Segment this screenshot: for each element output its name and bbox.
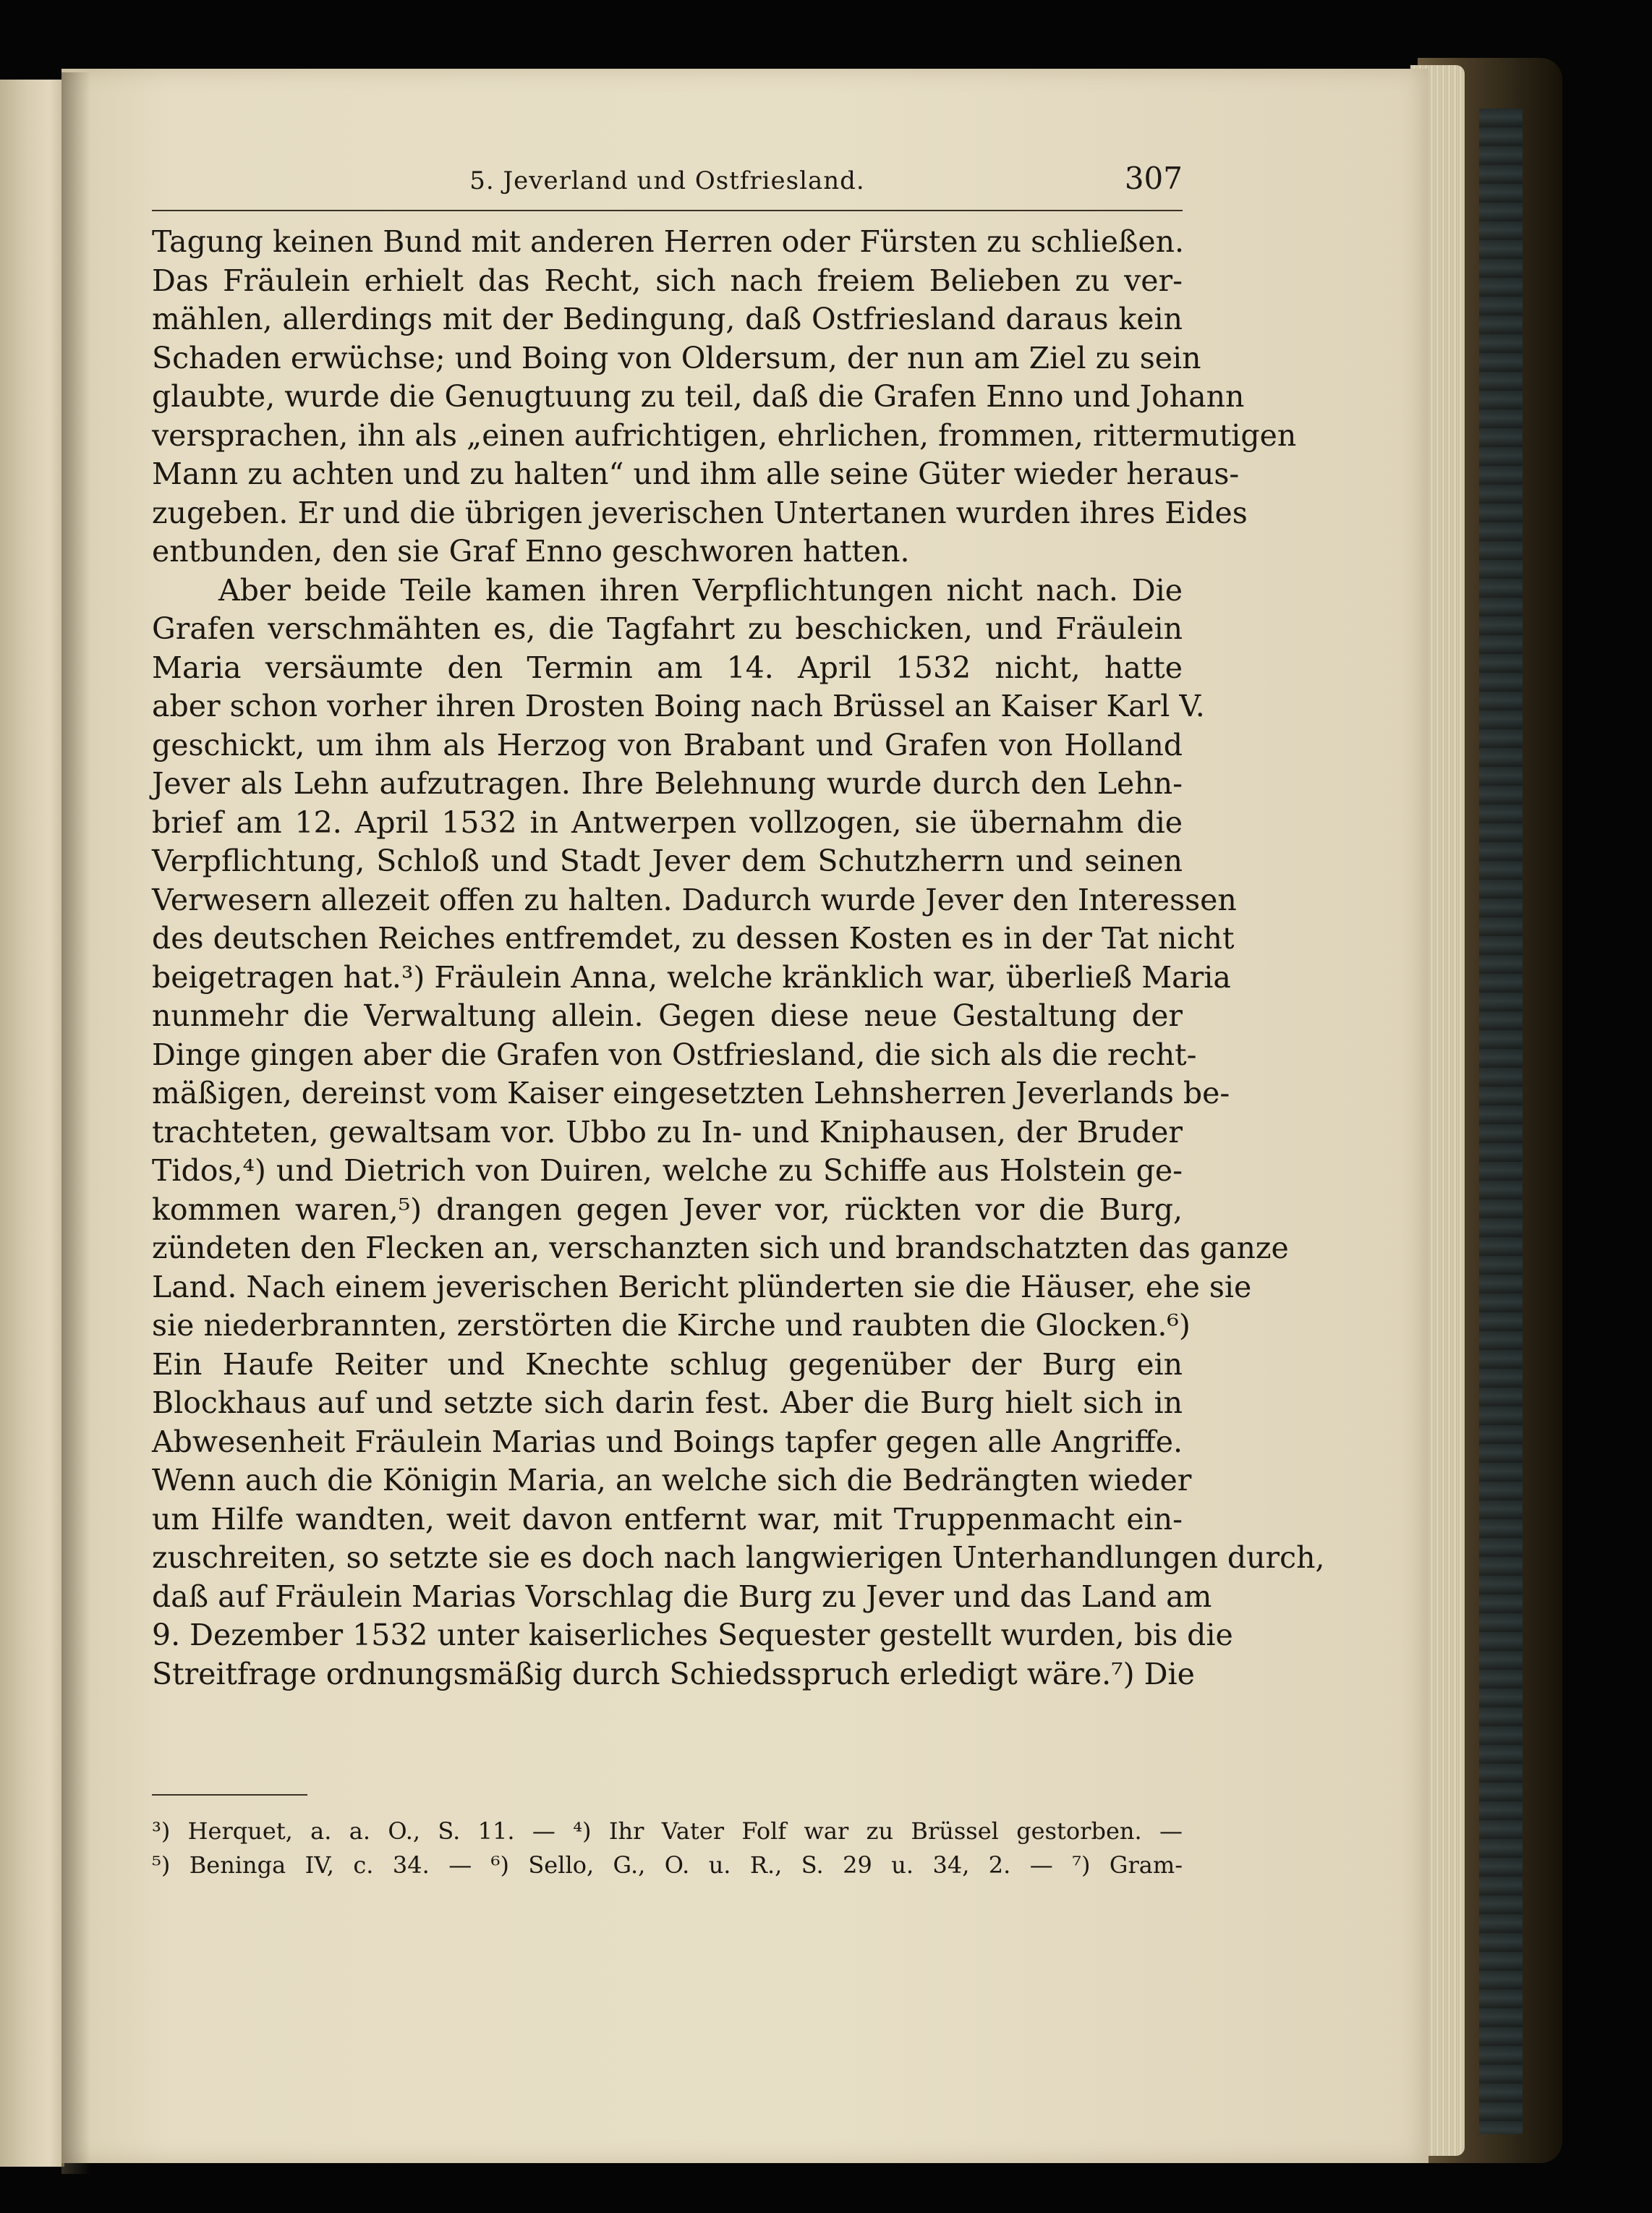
spine-binding-edge bbox=[1479, 109, 1523, 2134]
text-line: Blockhaus auf und setzte sich darin fest. Aber die Burg hielt sich in bbox=[152, 1385, 1183, 1420]
text-line: Wenn auch die Königin Maria, an welche sich die Bedrängten wieder bbox=[152, 1463, 1192, 1498]
text-line: Land. Nach einem jeverischen Bericht plünderten sie die Häuser, ehe sie bbox=[152, 1269, 1252, 1304]
footnote-line: ³) Herquet, a. a. O., S. 11. — ⁴) Ihr Vater Folf war zu Brüssel gestorben. — bbox=[152, 1817, 1183, 1845]
text-line: zugeben. Er und die übrigen jeverischen Untertanen wurden ihres Eides bbox=[152, 495, 1248, 530]
text-line: Tidos,⁴) und Dietrich von Duiren, welche zu Schiffe aus Holstein ge- bbox=[152, 1153, 1183, 1188]
text-line: zuschreiten, so setzte sie es doch nach langwierigen Unterhandlungen durch, bbox=[152, 1540, 1325, 1575]
text-line: Mann zu achten und zu halten“ und ihm alle seine Güter wieder heraus- bbox=[152, 456, 1240, 491]
text-line: Ein Haufe Reiter und Knechte schlug gegenüber der Burg ein bbox=[152, 1346, 1183, 1382]
text-line: Das Fräulein erhielt das Recht, sich nach freiem Belieben zu ver- bbox=[152, 263, 1183, 298]
text-line: Tagung keinen Bund mit anderen Herren oder Fürsten zu schließen. bbox=[152, 224, 1185, 259]
page-number: 307 bbox=[1124, 161, 1183, 196]
text-line: Grafen verschmähten es, die Tagfahrt zu beschicken, und Fräulein bbox=[152, 611, 1183, 646]
text-line: sie niederbrannten, zerstörten die Kirche und raubten die Glocken.⁶) bbox=[152, 1308, 1191, 1343]
running-title: 5. Jeverland und Ostfriesland. bbox=[469, 166, 865, 195]
text-line: Aber beide Teile kamen ihren Verpflichtungen nicht nach. Die bbox=[218, 572, 1183, 608]
text-line: glaubte, wurde die Genugtuung zu teil, daß die Grafen Enno und Johann bbox=[152, 379, 1245, 414]
text-line: brief am 12. April 1532 in Antwerpen vollzogen, sie übernahm die bbox=[152, 804, 1183, 840]
binding-shadow bbox=[61, 72, 90, 2174]
text-line: Verwesern allezeit offen zu halten. Dadurch wurde Jever den Interessen bbox=[152, 882, 1237, 917]
page-header bbox=[152, 159, 1183, 211]
text-line: beigetragen hat.³) Fräulein Anna, welche kränklich war, überließ Maria bbox=[152, 959, 1231, 995]
text-line: Verpflichtung, Schloß und Stadt Jever dem Schutzherrn und seinen bbox=[152, 844, 1183, 878]
footnote-line: ⁵) Beninga IV, c. 34. — ⁶) Sello, G., O. u. R., S. 29 u. 34, 2. — ⁷) Gram- bbox=[152, 1851, 1183, 1879]
text-line: 9. Dezember 1532 unter kaiserliches Sequester gestellt wurden, bis die bbox=[152, 1618, 1233, 1652]
text-line: versprachen, ihn als „einen aufrichtigen, ehrlichen, frommen, rittermutigen bbox=[152, 417, 1297, 453]
footnote-divider bbox=[152, 1794, 307, 1796]
text-line: kommen waren,⁵) drangen gegen Jever vor, rückten vor die Burg, bbox=[152, 1192, 1183, 1227]
text-line: des deutschen Reiches entfremdet, zu dessen Kosten es in der Tat nicht bbox=[152, 921, 1235, 956]
text-line: Abwesenheit Fräulein Marias und Boings tapfer gegen alle Angriffe. bbox=[152, 1424, 1183, 1459]
text-line: Dinge gingen aber die Grafen von Ostfriesland, die sich als die recht- bbox=[152, 1037, 1197, 1072]
footnotes bbox=[152, 1814, 1183, 1882]
text-line: Schaden erwüchse; und Boing von Oldersum, der nun am Ziel zu sein bbox=[152, 340, 1201, 375]
text-line: trachteten, gewaltsam vor. Ubbo zu In- und Kniphausen, der Bruder bbox=[152, 1114, 1183, 1150]
text-line: daß auf Fräulein Marias Vorschlag die Burg zu Jever und das Land am bbox=[152, 1579, 1212, 1614]
text-line: geschickt, um ihm als Herzog von Brabant und Grafen von Holland bbox=[152, 727, 1183, 763]
facing-page-edge bbox=[0, 80, 64, 2167]
text-line: entbunden, den sie Graf Enno geschworen hatten. bbox=[152, 534, 910, 569]
text-line: Streitfrage ordnungsmäßig durch Schiedsspruch erledigt wäre.⁷) Die bbox=[152, 1656, 1195, 1691]
text-line: zündeten den Flecken an, verschanzten sich und brandschatzten das ganze bbox=[152, 1231, 1289, 1265]
text-line: nunmehr die Verwaltung allein. Gegen diese neue Gestaltung der bbox=[152, 998, 1183, 1033]
text-line: Maria versäumte den Termin am 14. April 1532 nicht, hatte bbox=[152, 650, 1183, 685]
text-line: um Hilfe wandten, weit davon entfernt war, mit Truppenmacht ein- bbox=[152, 1501, 1183, 1537]
main-text bbox=[152, 223, 1325, 1694]
text-line: mäßigen, dereinst vom Kaiser eingesetzten Lehnsherren Jeverlands be- bbox=[152, 1076, 1230, 1110]
text-line: mählen, allerdings mit der Bedingung, daß Ostfriesland daraus kein bbox=[152, 302, 1183, 336]
text-line: Jever als Lehn aufzutragen. Ihre Belehnung wurde durch den Lehn- bbox=[152, 766, 1183, 801]
text-line: aber schon vorher ihren Drosten Boing nach Brüssel an Kaiser Karl V. bbox=[152, 689, 1205, 723]
